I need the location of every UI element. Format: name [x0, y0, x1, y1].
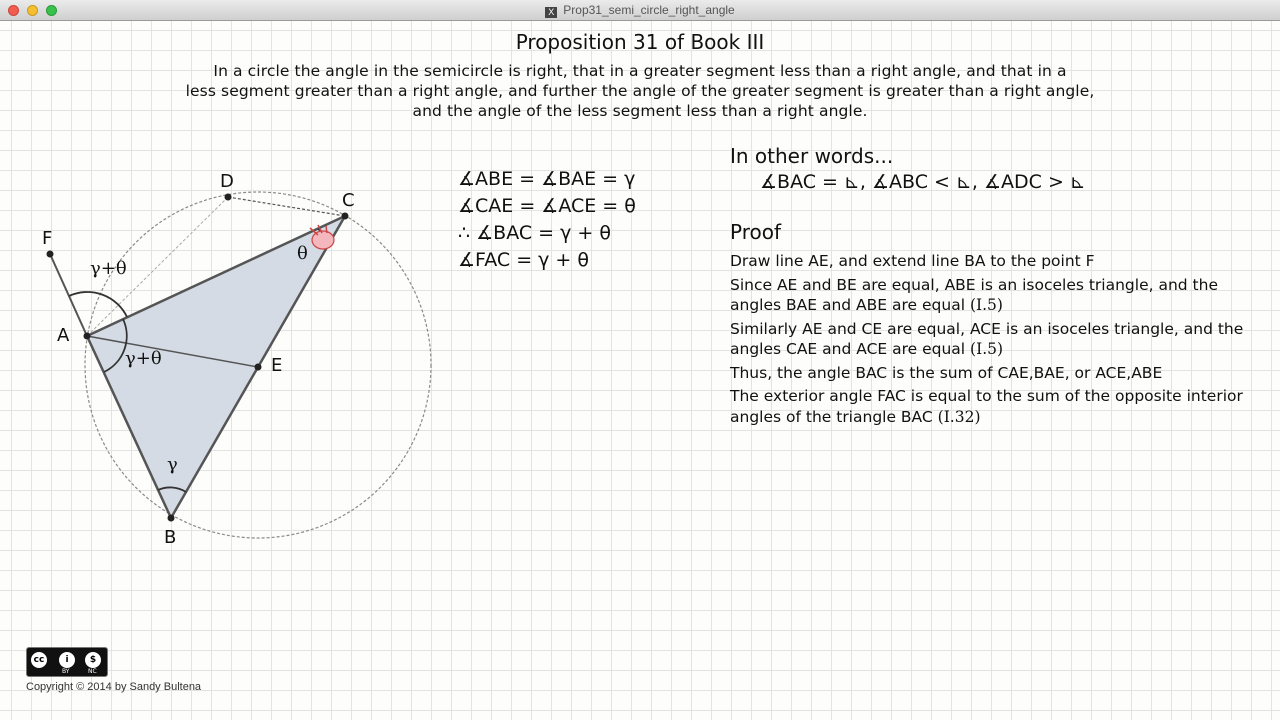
- angle-label-b: γ: [167, 454, 178, 475]
- in-other-words-heading: In other words...: [730, 144, 894, 168]
- nc-label: NC: [88, 668, 97, 675]
- proof-step-text: Draw line AE, and extend line BA to the point F: [730, 252, 1095, 270]
- in-other-words-equation: ∡BAC = ⊾, ∡ABC < ⊾, ∡ADC > ⊾: [760, 171, 1086, 193]
- window-title-text: Prop31_semi_circle_right_angle: [563, 3, 735, 17]
- proof-reference: (I.32): [937, 407, 981, 426]
- equation-line: ∡CAE = ∡ACE = θ: [458, 195, 636, 217]
- angle-label-c: θ: [297, 243, 308, 264]
- statement-line: less segment greater than a right angle, and further the angle of the greater segment is greater than a right angle,: [185, 82, 1095, 100]
- equation-line: ∴ ∡BAC = γ + θ: [458, 222, 611, 244]
- point-a: [84, 333, 91, 340]
- proof-heading: Proof: [730, 220, 782, 244]
- proof-step: [730, 275, 1250, 316]
- statement-line: In a circle the angle in the semicircle is right, that in a greater segment less than a right angle, and that in a: [213, 62, 1067, 80]
- label-b: B: [164, 527, 177, 548]
- label-d: D: [220, 171, 234, 192]
- proof-reference: (I.5): [969, 296, 1003, 314]
- proof-reference: (I.5): [970, 340, 1004, 358]
- point-f: [47, 251, 54, 258]
- label-a: A: [57, 325, 70, 346]
- by-label: BY: [62, 668, 70, 675]
- label-f: F: [42, 228, 53, 249]
- page-title: Proposition 31 of Book III: [515, 30, 765, 54]
- cc-icon: cc: [31, 652, 47, 668]
- point-d: [225, 194, 232, 201]
- noncommercial-icon: $: [85, 652, 101, 668]
- proof-step: [730, 363, 1250, 384]
- proof-step-text: Since AE and BE are equal, ABE is an isoceles triangle, and the angles BAE and ABE are equal: [730, 275, 1218, 314]
- angle-label-fac: γ+θ: [90, 258, 127, 279]
- equations-block: [458, 166, 636, 274]
- proof-step-text: Similarly AE and CE are equal, ACE is an isoceles triangle, and the angles CAE and ACE are equal: [730, 319, 1244, 358]
- proof-step: [730, 386, 1250, 427]
- proof-step-text: Thus, the angle BAC is the sum of CAE,BAE, or ACE,ABE: [730, 363, 1163, 382]
- equation-line: ∡ABE = ∡BAE = γ: [458, 168, 636, 190]
- segment-af: [50, 254, 87, 336]
- proof-step: [730, 319, 1250, 360]
- proof-step-text: The exterior angle FAC is equal to the sum of the opposite interior angles of the triangle BAC: [730, 387, 1243, 426]
- proof-steps: [730, 251, 1250, 430]
- label-e: E: [271, 355, 283, 376]
- creative-commons-badge[interactable]: [26, 647, 108, 677]
- copyright-notice: Copyright © 2014 by Sandy Bultena: [26, 681, 202, 693]
- label-c: C: [342, 190, 355, 211]
- point-b: [168, 515, 175, 522]
- equation-line: ∡FAC = γ + θ: [458, 249, 590, 271]
- point-c: [342, 213, 349, 220]
- statement-line: and the angle of the less segment less than a right angle.: [412, 102, 868, 120]
- app-icon: X: [545, 7, 557, 18]
- proof-step: [730, 251, 1250, 272]
- point-e: [255, 364, 262, 371]
- angle-label-bac: γ+θ: [125, 348, 162, 369]
- attribution-icon: i: [59, 652, 75, 668]
